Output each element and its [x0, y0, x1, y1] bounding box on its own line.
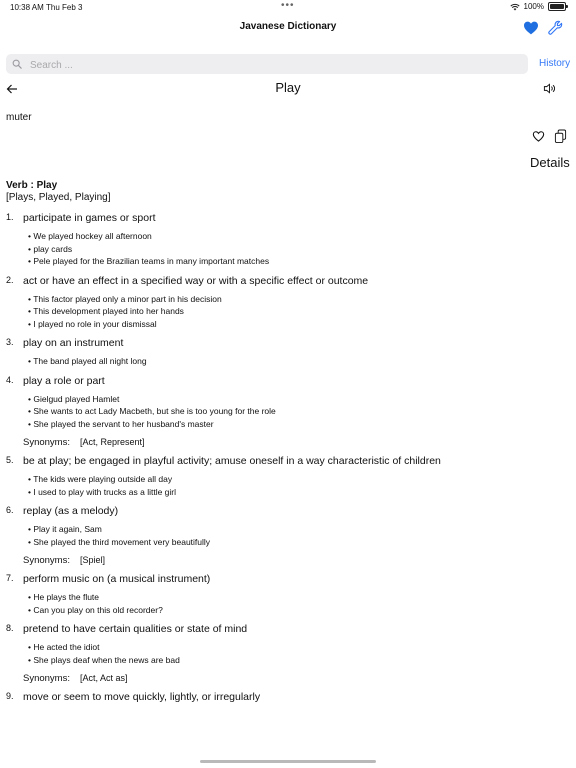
- example-item: • This development played into her hands: [28, 305, 566, 318]
- synonyms-row: [23, 673, 566, 684]
- sense-definition: replay (as a melody): [23, 505, 119, 517]
- sense-item: [6, 337, 566, 368]
- example-item: • I used to play with trucks as a little girl: [28, 486, 566, 499]
- example-item: • The band played all night long: [28, 355, 566, 368]
- copy-icon[interactable]: [554, 129, 567, 144]
- synonyms-label: Synonyms:: [23, 437, 70, 448]
- example-item: • She plays deaf when the news are bad: [28, 654, 566, 667]
- sense-item: [6, 212, 566, 268]
- example-item: • She wants to act Lady Macbeth, but she is too young for the role: [28, 405, 566, 418]
- history-button[interactable]: History: [539, 58, 571, 69]
- settings-wrench-icon[interactable]: [547, 19, 564, 36]
- status-date: Thu Feb 3: [46, 3, 83, 12]
- pos-label: Verb :: [6, 180, 34, 191]
- sense-definition: pretend to have certain qualities or state of mind: [23, 623, 248, 635]
- example-list: [28, 523, 566, 548]
- example-item: • He plays the flute: [28, 591, 566, 604]
- synonyms-label: Synonyms:: [23, 673, 70, 684]
- example-item: • He acted the idiot: [28, 641, 566, 654]
- sense-definition: be at play; be engaged in playful activity; amuse oneself in a way characteristic of children: [23, 455, 441, 467]
- example-item: • The kids were playing outside all day: [28, 473, 566, 486]
- example-item: • She played the servant to her husband's master: [28, 418, 566, 431]
- synonyms-values[interactable]: [Act, Represent]: [80, 437, 145, 447]
- translation-text: muter: [6, 112, 32, 123]
- sense-item: [6, 505, 566, 566]
- wifi-icon: [510, 3, 520, 11]
- sense-list: [6, 212, 566, 724]
- sense-number: 4.: [6, 374, 14, 385]
- sense-number: 7.: [6, 573, 14, 583]
- sense-number: 9.: [6, 691, 14, 701]
- sense-number: 6.: [6, 505, 14, 515]
- example-item: • This factor played only a minor part in his decision: [28, 293, 566, 306]
- word-forms: [Plays, Played, Playing]: [6, 192, 111, 203]
- sense-definition: participate in games or sport: [23, 212, 156, 224]
- sense-number: 5.: [6, 455, 14, 465]
- part-of-speech: [6, 180, 57, 191]
- synonyms-values[interactable]: [Spiel]: [80, 555, 106, 565]
- multitasking-dots-icon[interactable]: •••: [281, 0, 295, 11]
- sense-number: 8.: [6, 623, 14, 633]
- example-list: [28, 230, 566, 268]
- sense-definition: play on an instrument: [23, 337, 124, 349]
- example-item: • I played no role in your dismissal: [28, 318, 566, 331]
- favorite-heart-outline-icon[interactable]: [532, 130, 545, 143]
- synonyms-values[interactable]: [Act, Act as]: [80, 673, 128, 683]
- example-item: • We played hockey all afternoon: [28, 230, 566, 243]
- favorites-heart-icon[interactable]: [523, 20, 539, 36]
- example-item: • Can you play on this old recorder?: [28, 604, 566, 617]
- word-title: Play: [275, 80, 301, 95]
- pos-word: Play: [36, 180, 58, 191]
- example-item: • Pele played for the Brazilian teams in many important matches: [28, 255, 566, 268]
- example-item: • play cards: [28, 243, 566, 256]
- synonyms-row: [23, 555, 566, 566]
- example-list: [28, 355, 566, 368]
- battery-icon: [548, 2, 566, 11]
- example-item: • Gielgud played Hamlet: [28, 393, 566, 406]
- example-list: [28, 393, 566, 431]
- details-heading: Details: [530, 155, 570, 170]
- sense-number: 1.: [6, 212, 14, 222]
- sense-definition: perform music on (a musical instrument): [23, 573, 211, 585]
- example-item: • Play it again, Sam: [28, 523, 566, 536]
- battery-percent: 100%: [523, 2, 544, 11]
- sense-item: [6, 455, 566, 498]
- sense-item: [6, 275, 566, 331]
- search-icon: [12, 59, 22, 69]
- status-right: [510, 2, 566, 11]
- home-indicator[interactable]: [200, 760, 376, 763]
- sense-number: 3.: [6, 337, 14, 347]
- synonyms-label: Synonyms:: [23, 555, 70, 566]
- sense-item: [6, 623, 566, 684]
- example-item: • She played the third movement very beautifully: [28, 536, 566, 549]
- example-list: [28, 473, 566, 498]
- sense-number: 2.: [6, 274, 14, 285]
- sense-definition: move or seem to move quickly, lightly, or irregularly: [23, 691, 261, 703]
- sense-item: [6, 573, 566, 616]
- example-list: [28, 293, 566, 331]
- example-list: [28, 641, 566, 666]
- sense-item: [6, 691, 566, 704]
- sense-definition: play a role or part: [23, 374, 105, 387]
- sense-definition: act or have an effect in a specified way or with a specific effect or outcome: [23, 274, 369, 287]
- search-bar[interactable]: [6, 54, 528, 74]
- example-list: [28, 591, 566, 616]
- search-input[interactable]: [28, 56, 522, 74]
- synonyms-row: [23, 437, 566, 448]
- app-title: Javanese Dictionary: [239, 21, 337, 32]
- status-time: 10:38 AM: [10, 3, 44, 12]
- status-bar: [0, 0, 576, 14]
- speaker-icon[interactable]: [543, 82, 556, 95]
- sense-item: [6, 375, 566, 449]
